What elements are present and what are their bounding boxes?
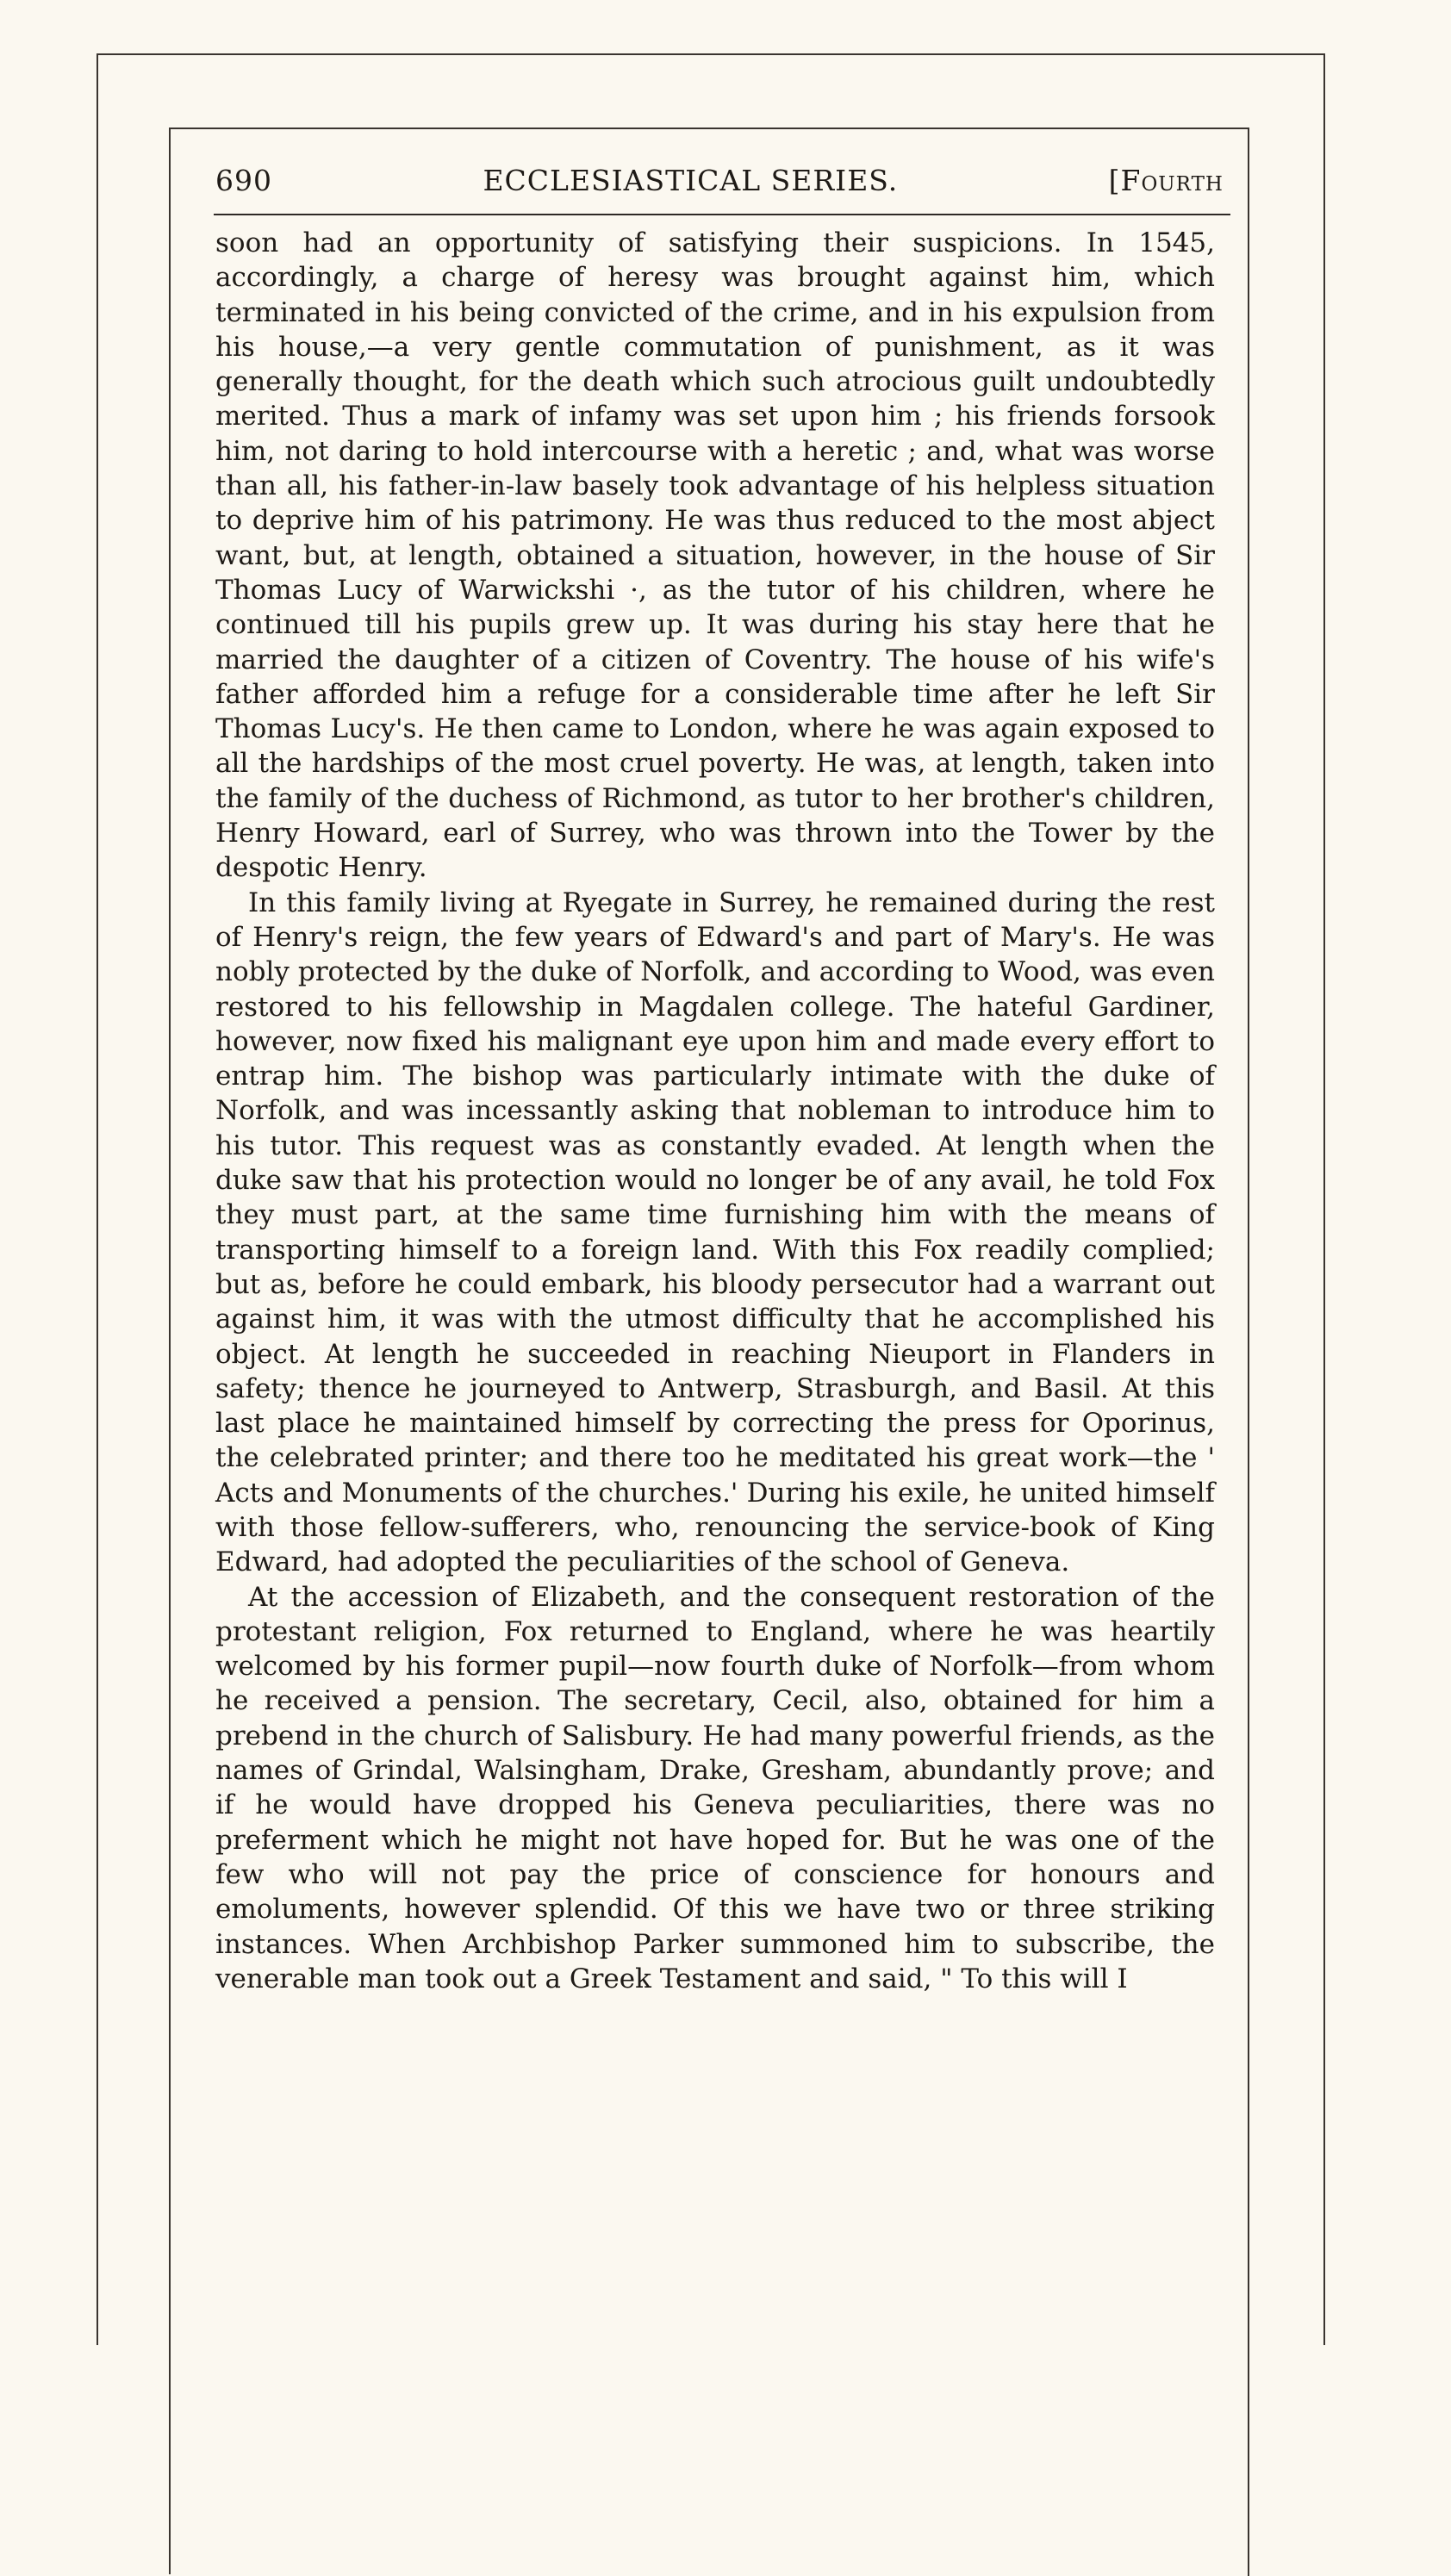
page-box-right-rule [1248,129,1249,2576]
header-rule [214,214,1230,215]
outer-frame-top-rule [97,53,1325,55]
page-number: 690 [215,164,272,197]
outer-frame-left-rule [97,53,98,2345]
section-label: [Fourth [1108,164,1224,197]
paragraph-1: soon had an opportunity of satisfying their suspicions. In 1545, accordingly, a charge of heresy was brought against him, which terminated in his being convicted of the crime, and in his expulsion from his house,—a very gentle commutation of punishment, as it was generally thought, for the death which such atrocious guilt undoubtedly merited. Thus a mark of infamy was set upon him ; his friends forsook him, not daring to hold intercourse with a heretic ; and, what was worse than all, his father-in-law basely took advantage of his helpless situation to deprive him of his patrimony. He was thus reduced to the most abject want, but, at length, obtained a situation, however, in the house of Sir Thomas Lucy of Warwickshi ·, as the tutor of his children, where he continued till his pupils grew up. It was during his stay here that he married the daughter of a citizen of Coventry. The house of his wife's father afforded him a refuge for a considerable time after he left Sir Thomas Lucy's. He then came to London, where he was again exposed to all the hardships of the most cruel poverty. He was, at length, taken into the family of the duchess of Richmond, as tutor to her brother's children, Henry Howard, earl of Surrey, who was thrown into the Tower by the despotic Henry. [215,227,1215,884]
paragraph-3: At the accession of Elizabeth, and the consequent restoration of the protestant religion, Fox returned to England, where he was heartily welcomed by his former pupil—now fourth duke of Norfolk—from whom he received a pension. The secretary, Cecil, also, obtained for him a prebend in the church of Salisbury. He had many powerful friends, as the names of Grindal, Walsingham, Drake, Gresham, abundantly prove; and if he would have dropped his Geneva peculiarities, there was no preferment which he might not have hoped for. But he was one of the few who will not pay the price of conscience for honours and emoluments, however splendid. Of this we have two or three striking instances. When Archbishop Parker summoned him to subscribe, the venerable man took out a Greek Testament and said, " To this will I [215,1581,1215,1994]
page-box-left-rule [169,128,171,2574]
body-text [215,226,1215,1996]
paragraph-2: In this family living at Ryegate in Surrey, he remained during the rest of Henry's reign, the few years of Edward's and part of Mary's. He was nobly protected by the duke of Norfolk, and according to Wood, was even restored to his fellowship in Magdalen college. The hateful Gardiner, however, now fixed his malignant eye upon him and made every effort to entrap him. The bishop was particularly intimate with the duke of Norfolk, and was incessantly asking that nobleman to introduce him to his tutor. This request was as constantly evaded. At length when the duke saw that his protection would no longer be of any avail, he told Fox they must part, at the same time furnishing him with the means of transporting himself to a foreign land. With this Fox readily complied; but as, before he could embark, his bloody persecutor had a warrant out against him, it was with the utmost difficulty that he accomplished his object. At length he succeeded in reaching Nieuport in Flanders in safety; thence he journeyed to Antwerp, Strasburgh, and Basil. At this last place he maintained himself by correcting the press for Oporinus, the celebrated printer; and there too he meditated his great work—the ' Acts and Monuments of the churches.' During his exile, he united himself with those fellow-sufferers, who, renouncing the service-book of King Edward, had adopted the peculiarities of the school of Geneva. [215,887,1215,1578]
running-head [215,164,1224,205]
page-box-top-rule [169,128,1249,129]
outer-frame-right-rule [1323,53,1325,2345]
series-title: ECCLESIASTICAL SERIES. [483,164,899,197]
